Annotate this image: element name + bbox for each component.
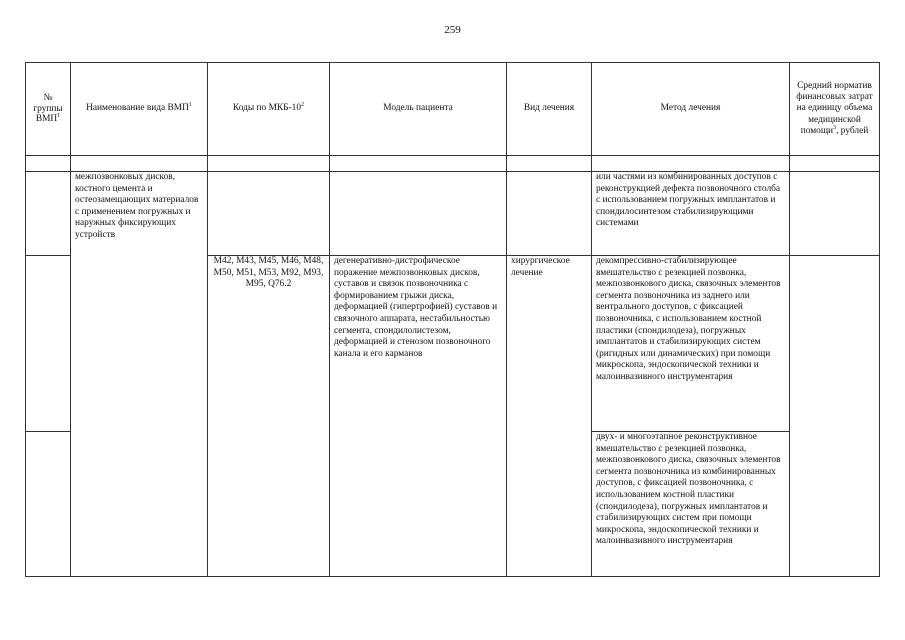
header-patient-model: Модель пациента [330,63,507,156]
cell-group-number [26,432,71,577]
header-vmp-name-label: Наименование вида ВМП [86,103,189,114]
header-average-cost-suffix: , рублей [836,125,869,136]
empty-row [26,156,880,172]
header-group-number-line3: ВМП [35,114,58,125]
cell-average-cost [790,172,880,256]
header-group-number-line2: группы [33,103,63,114]
header-average-cost-label: Средний норматив финансовых затрат на единицу объема медицинской помощи [796,80,873,136]
cell-treatment-method: декомпрессивно-стабилизирующее вмешательство с резекцией позвонка, межпозвонкового диска, связочных элементов сегмента позвоночника из заднего или вентрального доступов, с фиксацией позвоночника, с использованием костной пластики (спондилодеза), погружных имплантатов и стабилизирующих систем (ригидных или динамических) при помощи микроскопа, эндоскопической техники и малоинвазивного инструментария [592,256,790,432]
cell-average-cost [790,256,880,577]
cell-group-number [26,256,71,432]
header-average-cost [790,63,880,156]
cell-treatment-type [507,172,592,256]
header-vmp-name [71,63,208,156]
empty-cell [208,156,330,172]
footnote-mark: 1 [57,113,61,120]
cell-group-number [26,172,71,256]
header-group-number [26,63,71,156]
header-group-number-line1: № [43,93,53,104]
empty-cell [71,156,208,172]
empty-cell [330,156,507,172]
cell-treatment-method: или частями из комбинированных доступов с реконструкцией дефекта позвоночного столба с использованием погружных имплантатов и спондилосинтезом стабилизирующими системами [592,172,790,256]
footnote-mark: 3 [833,124,837,131]
header-icd-codes-label: Коды по МКБ-10 [232,103,302,114]
empty-cell [26,156,71,172]
footnote-mark: 1 [188,102,192,109]
cell-icd-codes [208,172,330,256]
cell-icd-codes: M42, M43, M45, M46, M48, M50, M51, M53, M92, M93, M95, Q76.2 [208,256,330,577]
vmp-table [25,62,880,577]
empty-cell [790,156,880,172]
header-icd-codes [208,63,330,156]
footnote-mark: 2 [301,102,305,109]
cell-treatment-method: двух- и многоэтапное реконструктивное вмешательство с резекцией позвонка, межпозвонкового диска, связочных элементов сегмента позвоночника из комбинированных доступов, с фиксацией позвоночника, с использованием костной пластики (спондилодеза), погружных имплантатов и стабилизирующих систем при помощи микроскопа, эндоскопической техники и малоинвазивного инструментария [592,432,790,577]
cell-treatment-type: хирургическое лечение [507,256,592,577]
header-row [26,63,880,156]
header-treatment-type: Вид лечения [507,63,592,156]
page-number: 259 [444,24,461,36]
header-treatment-method: Метод лечения [592,63,790,156]
table-row [26,172,880,256]
empty-cell [507,156,592,172]
cell-vmp-name: межпозвонковых дисков, костного цемента и остеозамещающих материалов с применением погружных и наружных фиксирующих устройств [71,172,208,577]
cell-patient-model: дегенеративно-дистрофическое поражение межпозвонковых дисков, суставов и связок позвоночника с формированием грыжи диска, деформацией (гипертрофией) суставов и связочного аппарата, нестабильностью сегмента, спондилолистезом, деформацией и стенозом позвоночного канала и его карманов [330,256,507,577]
cell-patient-model [330,172,507,256]
empty-cell [592,156,790,172]
